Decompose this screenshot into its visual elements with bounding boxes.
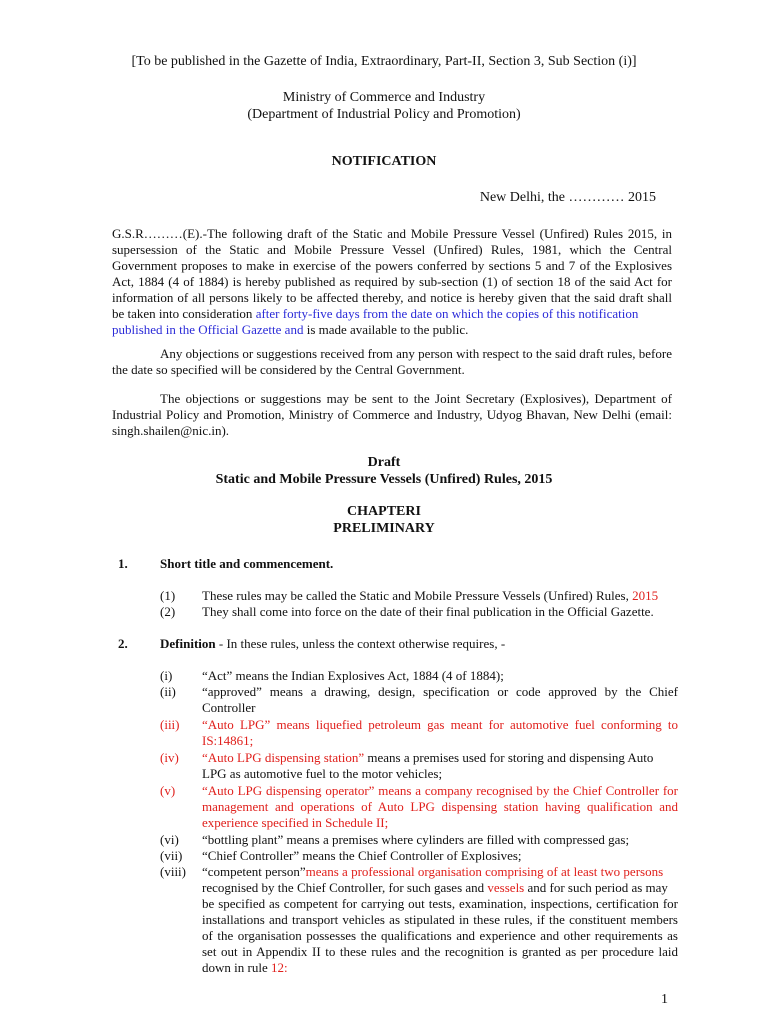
definition-text: be specified as competent for carrying out tests, examination, inspections, certification for xyxy=(202,896,678,911)
highlighted-text: “Auto LPG dispensing station” xyxy=(202,750,365,765)
section-title: Short title and commencement. xyxy=(160,556,334,571)
definition-text: “Chief Controller” means the Chief Controller of Explosives; xyxy=(202,848,522,863)
definition-text: experience specified in Schedule II; xyxy=(202,815,389,830)
definition-text xyxy=(202,960,678,976)
gazette-line: [To be published in the Gazette of India, Extraordinary, Part-II, Section 3, Sub Section (i)] xyxy=(131,54,637,69)
date-line: New Delhi, the ………… 2015 xyxy=(479,190,656,205)
subrule-text xyxy=(202,588,658,604)
definition-text: “bottling plant” means a premises where cylinders are filled with compressed gas; xyxy=(202,832,630,847)
draft-title: Static and Mobile Pressure Vessels (Unfired) Rules, 2015 xyxy=(215,472,553,487)
intro-line: Act, 1884 (4 of 1884) is hereby published as required by sub-section (1) of section 18 of the said Act for xyxy=(112,274,672,289)
chapter-name: PRELIMINARY xyxy=(333,521,435,536)
intro-line: G.S.R………(E).-The following draft of the Static and Mobile Pressure Vessel (Unfired) Rules 2015, in xyxy=(112,226,672,241)
address-line: The objections or suggestions may be sent to the Joint Secretary (Explosives), Department of xyxy=(160,391,672,406)
ministry-name: Ministry of Commerce and Industry xyxy=(282,90,486,105)
highlighted-text: 2015 xyxy=(632,588,659,603)
intro-line: information of all persons likely to be affected thereby, and notice is hereby given that the said draft shall xyxy=(112,290,672,305)
definition-body: down in rule xyxy=(202,960,271,975)
address-line: singh.shailen@nic.in). xyxy=(112,423,230,438)
definition-number: (viii) xyxy=(160,864,186,879)
definition-text xyxy=(202,880,678,896)
definition-text: installations and transport vehicles as stipulated in these rules, if the constituent members xyxy=(202,912,678,927)
objections-line: the date so specified will be considered by the Central Government. xyxy=(112,362,465,377)
definition-number: (v) xyxy=(160,783,176,798)
intro-line xyxy=(112,322,672,338)
definition-number: (ii) xyxy=(160,684,176,699)
definition-number: (vi) xyxy=(160,832,179,847)
intro-line xyxy=(112,306,672,322)
definition-text: LPG as automotive fuel to the motor vehicles; xyxy=(202,766,443,781)
intro-paragraph xyxy=(112,226,672,338)
objections-line: Any objections or suggestions received from any person with respect to the said draft rules, before xyxy=(160,346,672,361)
definition-text: management and operations of Auto LPG dispensing station having qualification and xyxy=(202,799,678,814)
intro-text: be taken into consideration xyxy=(112,306,256,321)
definition-number: (iv) xyxy=(160,750,179,765)
intro-line: supersession of the Static and Mobile Pressure Vessel (Unfired) Rules, 1981, which the Central xyxy=(112,242,672,257)
highlighted-text: published in the Official Gazette and xyxy=(112,322,304,337)
chapter-number: CHAPTERI xyxy=(347,504,421,519)
definition-text: Controller xyxy=(202,700,256,715)
page-number: 1 xyxy=(661,992,668,1007)
definition-text: “Auto LPG” means liquefied petroleum gas meant for automotive fuel conforming to xyxy=(202,717,678,732)
definition-text: of the organisation possesses the qualifications and experience and other requirements as xyxy=(202,928,678,943)
address-paragraph xyxy=(112,391,672,439)
definition-text: “Act” means the Indian Explosives Act, 1884 (4 of 1884); xyxy=(202,668,504,683)
subrule-text: They shall come into force on the date of their final publication in the Official Gazette. xyxy=(202,604,654,619)
department-name: (Department of Industrial Policy and Promotion) xyxy=(247,107,521,122)
definition-body: recognised by the Chief Controller, for such gases and xyxy=(202,880,488,895)
definition-number: (iii) xyxy=(160,717,180,732)
definition-text: “Auto LPG dispensing operator” means a company recognised by the Chief Controller for xyxy=(202,783,678,798)
definition-body: means a premises used for storing and dispensing Auto xyxy=(364,750,654,765)
definition-number: (vii) xyxy=(160,848,183,863)
section-intro: - In these rules, unless the context otherwise requires, - xyxy=(215,636,506,651)
highlighted-text: after forty-five days from the date on which the copies of this notification xyxy=(255,306,639,321)
highlighted-text: means a professional organisation comprising of at least two persons xyxy=(305,864,664,879)
subrule-number: (1) xyxy=(160,588,176,603)
definition-text: IS:14861; xyxy=(202,733,254,748)
definition-text: “approved” means a drawing, design, specification or code approved by the Chief xyxy=(202,684,678,699)
definition-body: and for such period as may xyxy=(524,880,668,895)
section-number: 1. xyxy=(118,556,128,571)
section-title: Definition xyxy=(160,636,216,651)
definition-text xyxy=(202,750,678,766)
section-heading xyxy=(160,636,505,652)
subrule-body: These rules may be called the Static and Mobile Pressure Vessels (Unfired) Rules, xyxy=(202,588,633,603)
draft-label: Draft xyxy=(367,455,401,470)
section-number: 2. xyxy=(118,636,128,651)
address-line: Industrial Policy and Promotion, Ministry of Commerce and Industry, Udyog Bhavan, New Delhi (email: xyxy=(112,407,672,422)
notification-heading: NOTIFICATION xyxy=(331,154,437,169)
highlighted-text: vessels xyxy=(487,880,525,895)
definitions-list xyxy=(160,668,678,998)
subrule-number: (2) xyxy=(160,604,176,619)
definition-number: (i) xyxy=(160,668,173,683)
definition-term: “competent person” xyxy=(202,864,306,879)
intro-text: is made available to the public. xyxy=(303,322,469,337)
highlighted-text: 12: xyxy=(270,960,288,975)
objections-paragraph xyxy=(112,346,672,378)
definition-text: set out in Appendix II to these rules and the recognition is granted as per procedure laid xyxy=(202,944,678,959)
definition-text xyxy=(202,864,678,880)
intro-line: Government proposes to make in exercise of the powers conferred by sections 5 and 7 of the Explosives xyxy=(112,258,672,273)
